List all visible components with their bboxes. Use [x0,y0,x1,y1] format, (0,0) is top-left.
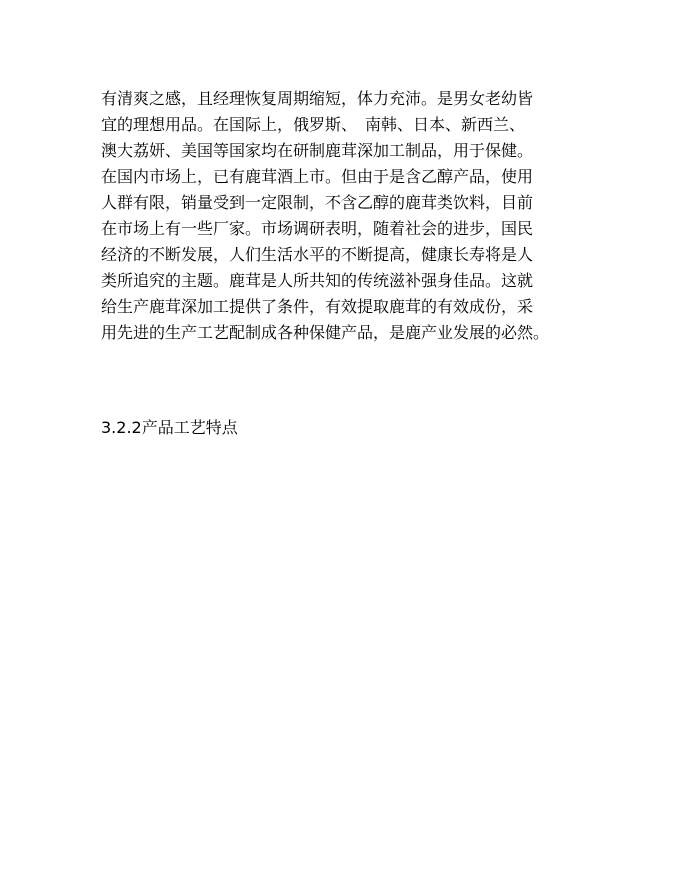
paragraph-line-1: 有清爽之感，且经理恢复周期缩短，体力充沛。是男女老幼皆 [101,89,534,108]
paragraph-line-4: 在国内市场上，已有鹿茸酒上市。但由于是含乙醇产品，使用 [101,167,534,186]
section-heading: 3.2.2产品工艺特点 [101,418,238,437]
paragraph-line-8: 类所追究的主题。鹿茸是人所共知的传统滋补强身佳品。这就 [101,271,534,290]
paragraph-line-5: 人群有限，销量受到一定限制，不含乙醇的鹿茸类饮料，目前 [101,193,534,212]
paragraph-line-9: 给生产鹿茸深加工提供了条件，有效提取鹿茸的有效成份，采 [101,297,534,316]
paragraph-line-7: 经济的不断发展，人们生活水平的不断提高，健康长寿将是人 [101,245,534,264]
paragraph-line-10: 用先进的生产工艺配制成各种保健产品，是鹿产业发展的必然。 [101,323,550,342]
paragraph-line-3: 澳大荔妍、美国等国家均在研制鹿茸深加工制品，用于保健。 [101,141,534,160]
paragraph-line-6: 在市场上有一些厂家。市场调研表明，随着社会的进步，国民 [101,219,534,238]
paragraph-line-2: 宜的理想用品。在国际上，俄罗斯、 南韩、日本、新西兰、 [101,115,526,134]
body-paragraph [101,86,601,346]
